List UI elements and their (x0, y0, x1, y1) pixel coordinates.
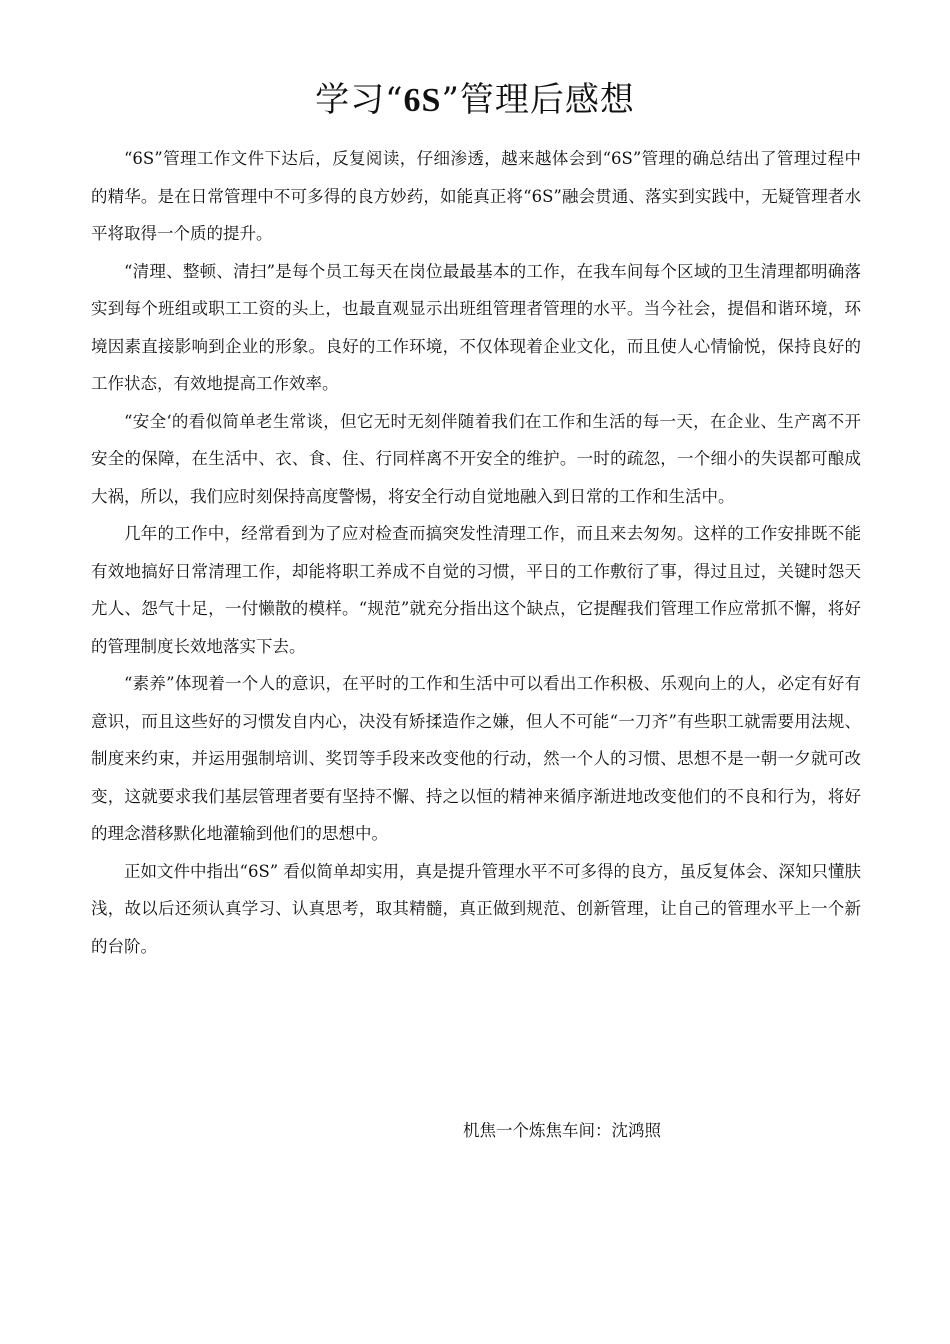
title-bold-6s: 6S (403, 82, 442, 119)
paragraph-literacy: “素养”体现着一个人的意识，在平时的工作和生活中可以看出工作积极、乐观向上的人，必定有好有意识，而且这些好的习惯发自内心，决没有矫揉造作之嫌，但人不可能“一刀齐”有些职工就需要用法规、制度来约束，并运用强制培训、奖罚等手段来改变他的行动，然一个人的习惯、思想不是一朝一夕就可改变，这就要求我们基层管理者要有坚持不懈、持之以恒的精神来循序渐进地改变他们的不良和行为，将好的理念潜移默化地灌输到他们的思想中。 (91, 674, 861, 843)
paragraph-intro: “6S”管理工作文件下达后，反复阅读，仔细渗透，越来越体会到“6S”管理的确总结出了管理过程中的精华。是在日常管理中不可多得的良方妙药，如能真正将“6S”融会贯通、落实到实践中，无疑管理者水平将取得一个质的提升。 (91, 149, 861, 243)
paragraph-cleaning: “清理、整顿、清扫”是每个员工每天在岗位最最基本的工作，在我车间每个区域的卫生清理都明确落实到每个班组或职工工资的头上，也最直观显示出班组管理者管理的水平。当今社会，提倡和谐环境，环境因素直接影响到企业的形象。良好的工作环境，不仅体现着企业文化，而且使人心情愉悦，保持良好的工作状态，有效地提高工作效率。 (91, 261, 861, 393)
paragraph-safety: “安全‘的看似简单老生常谈，但它无时无刻伴随着我们在工作和生活的每一天，在企业、生产离不开安全的保障，在生活中、衣、食、住、行同样离不开安全的维护。一时的疏忽，一个细小的失误都可酿成大祸，所以，我们应时刻保持高度警惕，将安全行动自觉地融入到日常的工作和生活中。 (91, 411, 861, 506)
paragraph-standards: 几年的工作中，经常看到为了应对检查而搞突发性清理工作，而且来去匆匆。这样的工作安排既不能有效地搞好日常清理工作，却能将职工养成不自觉的习惯，平日的工作敷衍了事，得过且过，关键时怨天尤人、怨气十足，一付懒散的模样。“规范”就充分指出这个缺点，它提醒我们管理工作应常抓不懈，将好的管理制度长效地落实下去。 (91, 524, 861, 656)
page-title (0, 72, 950, 129)
author-signature: 机焦一个炼焦车间：沈鸿照 (463, 1121, 661, 1140)
document-body (91, 140, 861, 965)
title-prefix: 学习“ (315, 80, 404, 120)
paragraph-conclusion: 正如文件中指出“6S” 看似简单却实用，真是提升管理水平不可多得的良方，虽反复体会、深知只懂肤浅，故以后还须认真学习、认真思考，取其精髓，真正做到规范、创新管理，让自己的管理水平上一个新的台阶。 (91, 861, 861, 956)
title-suffix: ”管理后感想 (441, 80, 635, 120)
